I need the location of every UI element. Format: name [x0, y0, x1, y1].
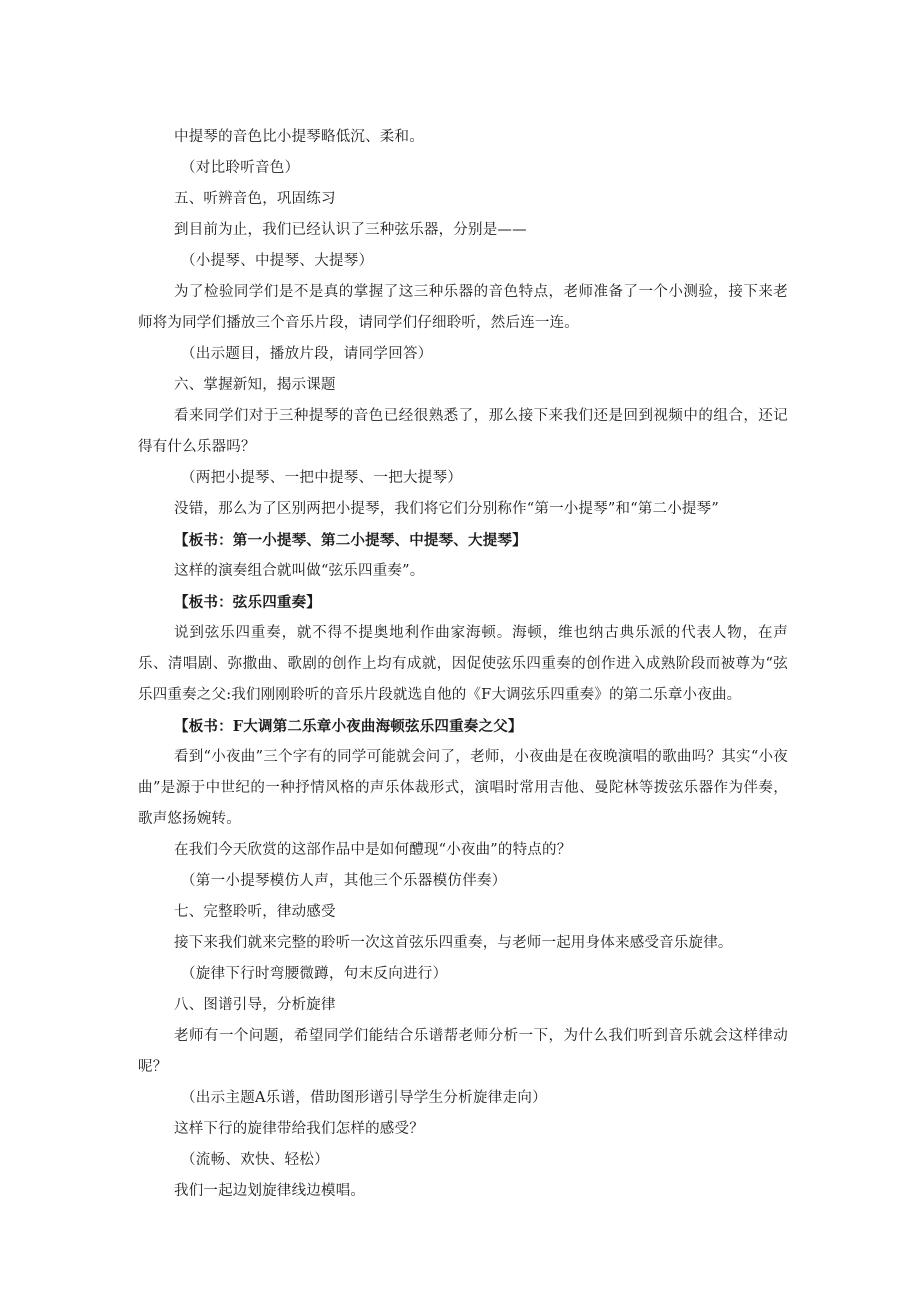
section-heading: 五、听辨音色，巩固练习: [174, 191, 336, 207]
answer-note: （两把小提琴、一把中提琴、一把大提琴）: [181, 470, 463, 486]
paragraph: 为了检验同学们是不是真的掌握了这三种乐器的音色特点，老师准备了一个小测验，接下来老师将为同学们播放三个音乐片段，请同学们仔细聆听，然后连一连。: [138, 284, 788, 331]
answer-note: （小提琴、中提琴、大提琴）: [181, 253, 374, 269]
paragraph: 到目前为止，我们已经认识了三种弦乐器，分别是——: [174, 222, 527, 238]
paragraph: 我们一起边划旋律线边模唱。: [174, 1183, 366, 1199]
paragraph: 接下来我们就来完整的聆听一次这首弦乐四重奏，与老师一起用身体来感受音乐旋律。: [174, 935, 733, 951]
paragraph: 看来同学们对于三种提琴的音色已经很熟悉了，那么接下来我们还是回到视频中的组合，还记得有什么乐器吗？: [138, 408, 788, 455]
answer-note: （对比聆听音色）: [181, 160, 300, 176]
section-heading: 六、掌握新知，揭示课题: [174, 377, 336, 393]
answer-note: （出示主题A乐谱，借助图形谱引导学生分析旋律走向）: [181, 1090, 547, 1106]
paragraph: 中提琴的音色比小提琴略低沉、柔和。: [174, 129, 424, 145]
section-heading: 七、完整聆听，律动感受: [174, 904, 336, 920]
answer-note: （流畅、欢快、轻松）: [181, 1152, 329, 1168]
paragraph: 看到“小夜曲”三个字有的同学可能就会问了，老师，小夜曲是在夜晚演唱的歌曲吗？其实“小夜曲”是源于中世纪的一种抒情风格的声乐体裁形式，演唱时常用吉他、曼陀林等拨弦乐器作为伴奏，歌声悠扬婉转。: [138, 749, 788, 827]
paragraph: 这样下行的旋律带给我们怎样的感受？: [174, 1121, 424, 1137]
board-note: 【板书：第一小提琴、第二小提琴、中提琴、大提琴】: [174, 532, 527, 549]
board-note: 【板书：F大调第二乐章小夜曲海顿弦乐四重奏之父】: [174, 718, 523, 735]
paragraph: 这样的演奏组合就叫做“弦乐四重奏”。: [174, 563, 425, 579]
paragraph: 说到弦乐四重奏，就不得不提奥地利作曲家海顿。海顿，维也纳古典乐派的代表人物，在声乐、清唱剧、弥撒曲、歌剧的创作上均有成就，因促使弦乐四重奏的创作进入成熟阶段而被尊为“弦乐四重奏之父:我们刚刚聆听的音乐片段就选自他的《F大调弦乐四重奏》的第二乐章小夜曲。: [138, 625, 788, 703]
answer-note: （出示题目，播放片段，请同学回答）: [181, 346, 433, 362]
board-note: 【板书：弦乐四重奏】: [174, 594, 321, 611]
paragraph: 老师有一个问题，希望同学们能结合乐谱帮老师分析一下，为什么我们听到音乐就会这样律动呢？: [138, 1028, 788, 1075]
section-heading: 八、图谱引导，分析旋律: [174, 997, 336, 1013]
document-body: [138, 122, 788, 1207]
paragraph: 在我们今天欣赏的这部作品中是如何醴现“小夜曲”的特点的？: [174, 842, 572, 858]
paragraph: 没错，那么为了区别两把小提琴，我们将它们分别称作“第一小提琴”和“第二小提琴”: [174, 501, 719, 517]
answer-note: （第一小提琴模仿人声，其他三个乐器模仿伴奏）: [181, 873, 507, 889]
answer-note: （旋律下行时弯腰微蹲，句末反向进行）: [181, 966, 448, 982]
